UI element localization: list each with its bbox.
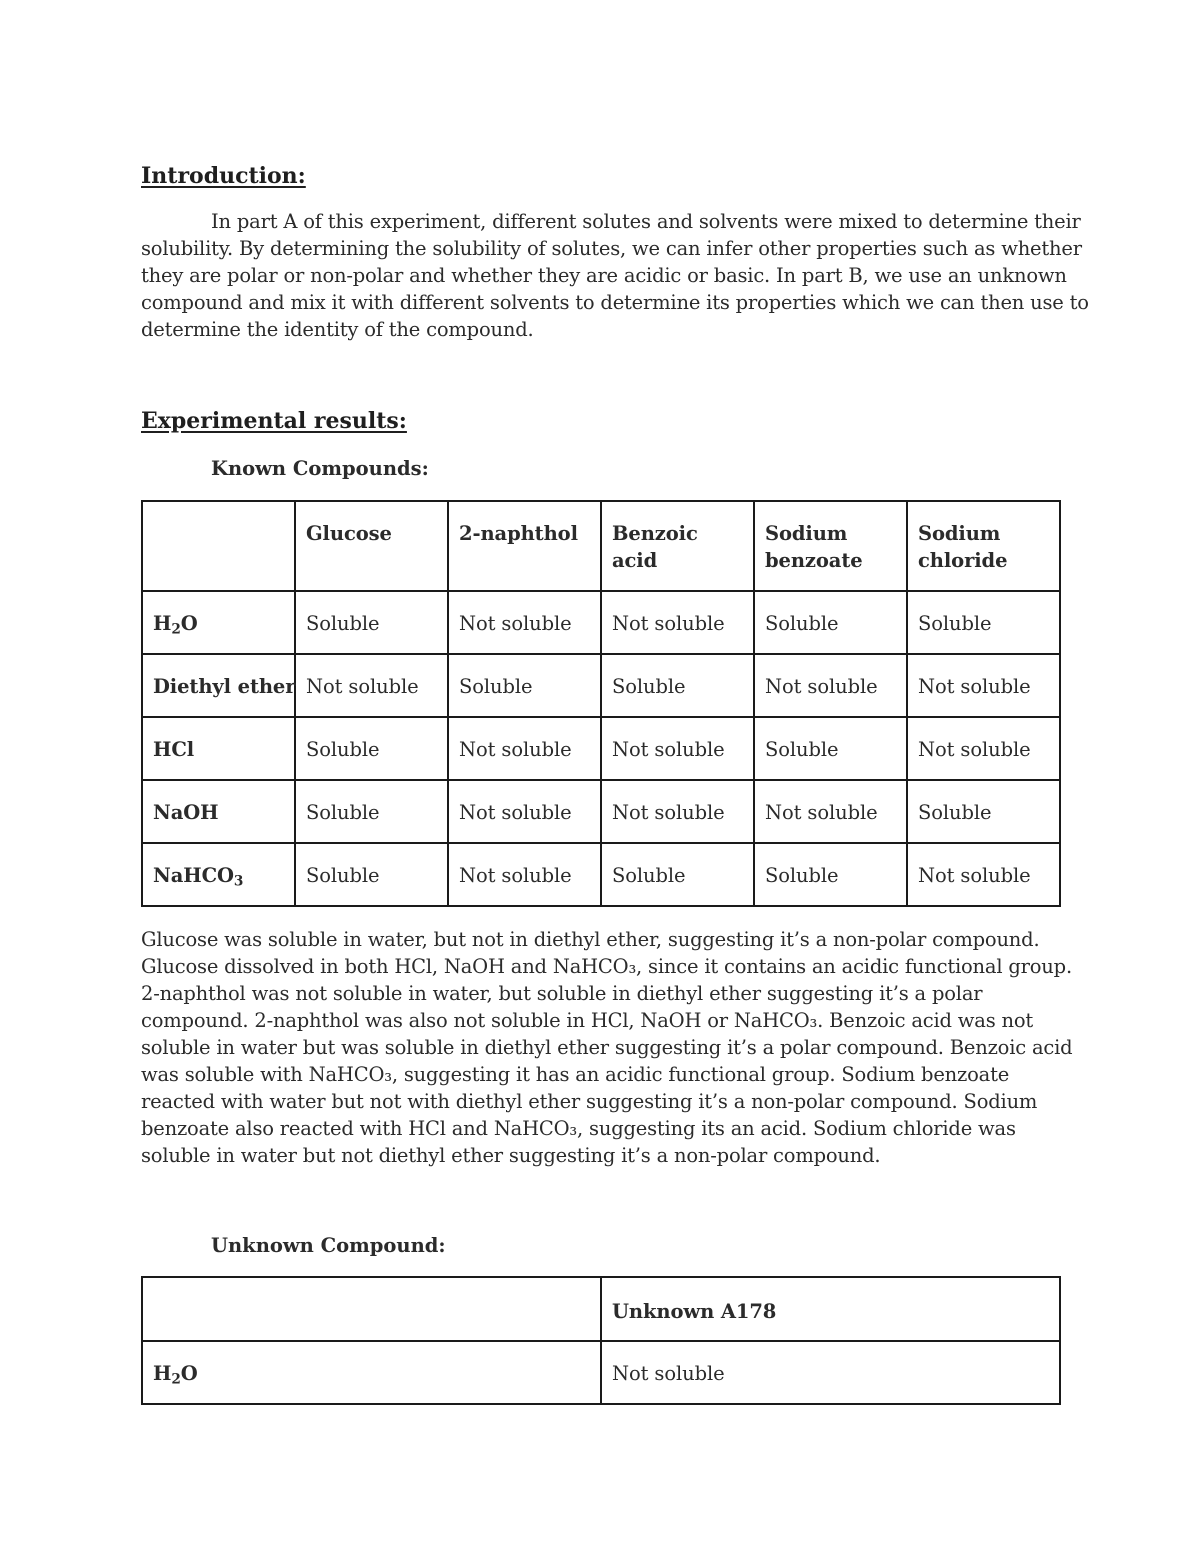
row-label: HCl xyxy=(142,717,295,780)
column-header: Sodium benzoate xyxy=(754,501,907,591)
discussion-line: Glucose dissolved in both HCl, NaOH and NaHCO₃, since it contains an acidic functional group. xyxy=(141,955,1072,978)
table-row xyxy=(142,654,1060,717)
known-compounds-table xyxy=(141,500,1061,907)
column-header: Sodium chloride xyxy=(907,501,1060,591)
table-cell: Not soluble xyxy=(601,1341,1060,1404)
intro-line: determine the identity of the compound. xyxy=(141,318,534,341)
table-cell: Not soluble xyxy=(448,717,601,780)
discussion-line: was soluble with NaHCO₃, suggesting it has an acidic functional group. Sodium benzoate xyxy=(141,1063,1010,1086)
table-cell: Soluble xyxy=(754,591,907,654)
table-cell: Soluble xyxy=(907,591,1060,654)
intro-line: In part A of this experiment, different solutes and solvents were mixed to determine their xyxy=(211,210,1081,233)
intro-line: they are polar or non-polar and whether they are acidic or basic. In part B, we use an unknown xyxy=(141,264,1067,287)
table-row xyxy=(142,843,1060,906)
table-cell: Soluble xyxy=(754,717,907,780)
intro-line: solubility. By determining the solubility of solutes, we can infer other properties such as whether xyxy=(141,237,1082,260)
table-cell: Not soluble xyxy=(907,717,1060,780)
column-header: 2-naphthol xyxy=(448,501,601,591)
table-cell: Not soluble xyxy=(448,591,601,654)
table-cell: Not soluble xyxy=(907,843,1060,906)
unknown-compound-table xyxy=(141,1276,1061,1405)
table-cell: Soluble xyxy=(295,591,448,654)
discussion-line: benzoate also reacted with HCl and NaHCO₃, suggesting its an acid. Sodium chloride was xyxy=(141,1117,1016,1140)
table-cell: Not soluble xyxy=(907,654,1060,717)
table-cell: Soluble xyxy=(601,843,754,906)
table-header-row xyxy=(142,1277,1060,1341)
table-cell: Not soluble xyxy=(295,654,448,717)
table-row xyxy=(142,591,1060,654)
table-cell: Not soluble xyxy=(754,654,907,717)
table-cell: Not soluble xyxy=(601,591,754,654)
discussion-paragraph xyxy=(141,926,1073,1169)
table-cell: Soluble xyxy=(754,843,907,906)
corner-cell xyxy=(142,501,295,591)
table-header-row xyxy=(142,501,1060,591)
table-cell: Not soluble xyxy=(448,780,601,843)
row-label: Diethyl ether xyxy=(142,654,295,717)
intro-line: compound and mix it with different solvents to determine its properties which we can then use to xyxy=(141,291,1089,314)
row-label: NaHCO$_3$ xyxy=(142,843,295,906)
discussion-line: reacted with water but not with diethyl ether suggesting it’s a non-polar compound. Sodium xyxy=(141,1090,1038,1113)
table-cell: Soluble xyxy=(601,654,754,717)
table-cell: Not soluble xyxy=(448,843,601,906)
table-cell: Soluble xyxy=(295,717,448,780)
table-row xyxy=(142,717,1060,780)
discussion-line: soluble in water but was soluble in diethyl ether suggesting it’s a polar compound. Benzoic acid xyxy=(141,1036,1073,1059)
column-header: Benzoic acid xyxy=(601,501,754,591)
row-label: $H_2O$ xyxy=(142,1341,601,1404)
discussion-line: soluble in water but not diethyl ether suggesting it’s a non-polar compound. xyxy=(141,1144,881,1167)
discussion-line: 2-naphthol was not soluble in water, but soluble in diethyl ether suggesting it’s a polar xyxy=(141,982,983,1005)
introduction-paragraph xyxy=(141,208,1089,343)
experimental-results-heading: Experimental results: xyxy=(141,408,407,434)
table-cell: Not soluble xyxy=(601,780,754,843)
table-cell: Soluble xyxy=(295,843,448,906)
table-row xyxy=(142,780,1060,843)
column-header: Glucose xyxy=(295,501,448,591)
row-label: $H_2O$ xyxy=(142,591,295,654)
unknown-compound-title: Unknown Compound: xyxy=(211,1234,446,1257)
introduction-heading: Introduction: xyxy=(141,163,306,189)
table-cell: Soluble xyxy=(295,780,448,843)
discussion-line: compound. 2-naphthol was also not soluble in HCl, NaOH or NaHCO₃. Benzoic acid was not xyxy=(141,1009,1034,1032)
table-row xyxy=(142,1341,1060,1404)
table-cell: Soluble xyxy=(448,654,601,717)
table-cell: Not soluble xyxy=(601,717,754,780)
corner-cell xyxy=(142,1277,601,1341)
table-cell: Not soluble xyxy=(754,780,907,843)
row-label: NaOH xyxy=(142,780,295,843)
discussion-line: Glucose was soluble in water, but not in diethyl ether, suggesting it’s a non-polar compound. xyxy=(141,928,1040,951)
table-cell: Soluble xyxy=(907,780,1060,843)
column-header: Unknown A178 xyxy=(601,1277,1060,1341)
known-compounds-title: Known Compounds: xyxy=(211,457,429,480)
